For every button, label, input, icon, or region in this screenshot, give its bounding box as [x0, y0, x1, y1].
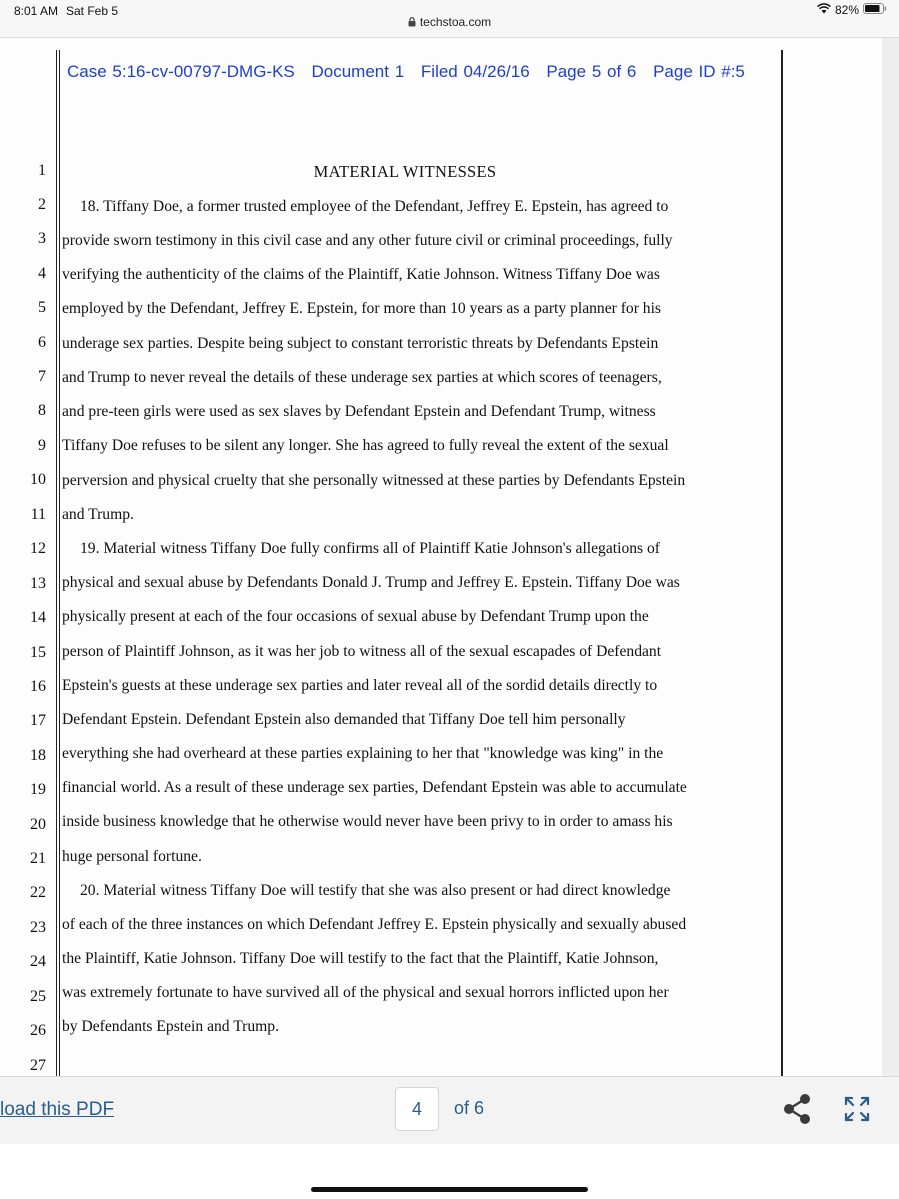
line-number: 20: [30, 816, 46, 833]
line-number: 13: [30, 575, 46, 592]
expand-icon[interactable]: [843, 1095, 871, 1123]
url-text: techstoa.com: [419, 15, 492, 29]
line-number: 12: [30, 540, 46, 557]
document-line: and pre-teen girls were used as sex slaves by Defendant Epstein and Defendant Trump, witness: [62, 403, 656, 420]
line-number: 4: [38, 265, 46, 282]
battery-percent: 82%: [834, 3, 859, 17]
page-total: of 6: [454, 1098, 485, 1118]
line-number: 5: [38, 299, 46, 316]
line-number: 6: [38, 334, 46, 351]
document-line: financial world. As a result of these underage sex parties, Defendant Epstein was able to accumulate: [62, 779, 687, 796]
page-of: Page 5 of 6: [546, 62, 637, 81]
document-line: provide sworn testimony in this civil case and any other future civil or criminal proceedings, fully: [62, 232, 673, 249]
document-line: 20. Material witness Tiffany Doe will testify that she was also present or had direct knowledge: [80, 882, 671, 899]
line-number: 9: [38, 437, 46, 454]
line-number: 1: [38, 162, 46, 179]
document-line: the Plaintiff, Katie Johnson. Tiffany Doe will testify to the fact that the Plaintiff, Katie Johnson,: [62, 950, 659, 967]
line-number: 16: [30, 678, 46, 695]
line-number: 19: [30, 781, 46, 798]
pdf-toolbar: [0, 1076, 899, 1144]
document-line: by Defendants Epstein and Trump.: [62, 1018, 279, 1035]
document-line: huge personal fortune.: [62, 848, 202, 865]
line-number: 14: [30, 609, 46, 626]
document-line: underage sex parties. Despite being subject to constant terroristic threats by Defendants Epstein: [62, 335, 659, 352]
document-line: 19. Material witness Tiffany Doe fully confirms all of Plaintiff Katie Johnson's allegations of: [80, 540, 660, 557]
line-number: 22: [30, 884, 46, 901]
line-number: 11: [30, 506, 46, 523]
document-line: Tiffany Doe refuses to be silent any longer. She has agreed to fully reveal the extent of the sexual: [62, 437, 669, 454]
url-bar[interactable]: [0, 15, 899, 30]
document-line: and Trump.: [62, 506, 134, 523]
document-line: Epstein's guests at these underage sex parties and later reveal all of the sordid details directly to: [62, 677, 658, 694]
line-number: 10: [30, 471, 46, 488]
left-margin-rule-inner: [59, 50, 60, 1076]
line-number: 25: [30, 988, 46, 1005]
document-line: perversion and physical cruelty that she personally witnessed at these parties by Defendants Epstein: [62, 472, 686, 489]
document-line: of each of the three instances on which Defendant Jeffrey E. Epstein physically and sexually abused: [62, 916, 687, 933]
status-indicators: [817, 3, 887, 17]
status-date: Sat Feb 5: [66, 4, 119, 18]
document-line: person of Plaintiff Johnson, as it was her job to witness all of the sexual escapades of Defendant: [62, 643, 662, 660]
line-number: 7: [38, 368, 46, 385]
status-time: 8:01 AM: [14, 4, 59, 18]
line-number: 27: [30, 1057, 46, 1074]
document-line: physical and sexual abuse by Defendants Donald J. Trump and Jeffrey E. Epstein. Tiffany Doe was: [62, 574, 680, 591]
document-line: inside business knowledge that he otherwise would never have been privy to in order to amass his: [62, 813, 673, 830]
battery-icon: [863, 3, 887, 17]
page-edge: [882, 38, 899, 1076]
document-line: everything she had overheard at these parties explaining to her that "knowledge was king" in the: [62, 745, 664, 762]
home-indicator[interactable]: [311, 1187, 588, 1192]
line-number: 18: [30, 747, 46, 764]
document-line: physically present at each of the four occasions of sexual abuse by Defendant Trump upon the: [62, 608, 649, 625]
line-number: 23: [30, 919, 46, 936]
status-bar: [0, 0, 899, 38]
page-id: Page ID #:5: [653, 62, 745, 81]
document-line: verifying the authenticity of the claims of the Plaintiff, Katie Johnson. Witness Tiffany Doe was: [62, 266, 660, 283]
section-heading: MATERIAL WITNESSES: [313, 162, 497, 181]
document-line: 18. Tiffany Doe, a former trusted employee of the Defendant, Jeffrey E. Epstein, has agreed to: [80, 198, 669, 215]
line-number: 3: [38, 230, 46, 247]
line-number: 2: [38, 196, 46, 213]
line-number: 21: [30, 850, 46, 867]
document-line: was extremely fortunate to have survived all of the physical and sexual horrors inflicted upon her: [62, 984, 669, 1001]
share-icon[interactable]: [782, 1093, 812, 1125]
page-number-input[interactable]: 4: [395, 1087, 439, 1131]
left-margin-rule: [56, 50, 57, 1076]
download-pdf-link[interactable]: load this PDF: [0, 1099, 115, 1120]
filed-date: Filed 04/26/16: [420, 62, 530, 81]
wifi-icon: [817, 3, 831, 17]
document-line: and Trump to never reveal the details of these underage sex parties at which scores of teenagers,: [62, 369, 662, 386]
case-header: [67, 62, 756, 82]
document-number: Document 1: [311, 62, 405, 81]
right-margin-rule: [781, 50, 783, 1076]
line-number: 15: [30, 644, 46, 661]
lock-icon: [408, 16, 416, 30]
case-number: Case 5:16-cv-00797-DMG-KS: [67, 62, 295, 81]
line-number: 8: [38, 402, 46, 419]
document-line: employed by the Defendant, Jeffrey E. Epstein, for more than 10 years as a party planner for his: [62, 300, 662, 317]
line-number: 24: [30, 953, 46, 970]
line-number: 17: [30, 712, 46, 729]
line-number: 26: [30, 1022, 46, 1039]
document-line: Defendant Epstein. Defendant Epstein also demanded that Tiffany Doe tell him personally: [62, 711, 626, 728]
